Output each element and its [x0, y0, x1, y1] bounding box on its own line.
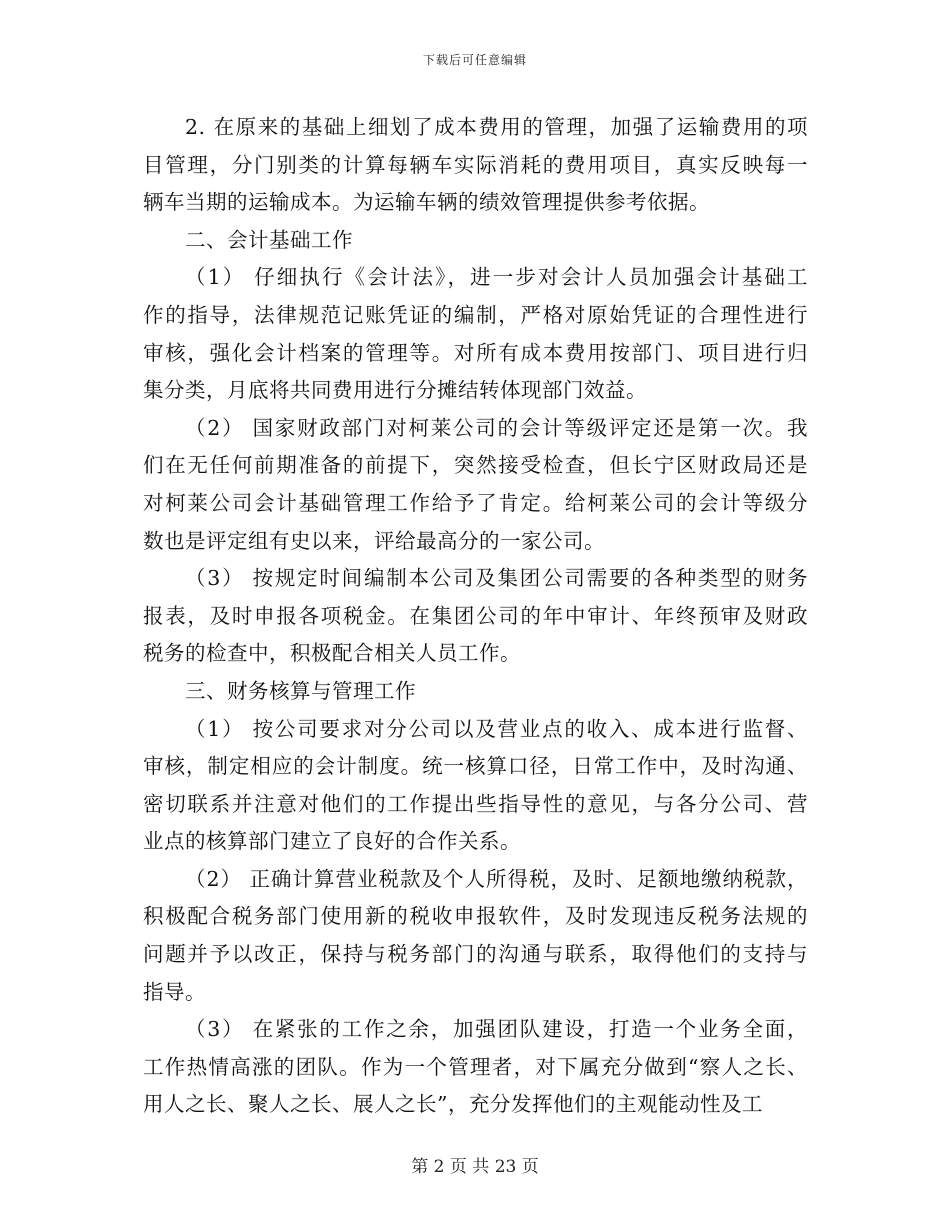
text-line: （1） 按公司要求对分公司以及营业点的收入、成本进行监督、 — [185, 716, 808, 741]
text-line: 业点的核算部门建立了良好的合作关系。 — [143, 829, 521, 854]
text-line: 审核，强化会计档案的管理等。对所有成本费用按部门、项目进行归 — [143, 340, 808, 365]
paragraph-team-building — [143, 1011, 808, 1124]
text-line: 密切联系并注意对他们的工作提出些指导性的意见，与各分公司、营 — [143, 791, 808, 816]
text-line: （3） 按规定时间编制本公司及集团公司需要的各种类型的财务 — [185, 566, 808, 591]
text-line: 问题并予以改正，保持与税务部门的沟通与联系，取得他们的支持与 — [143, 942, 808, 967]
text-line: 辆车当期的运输成本。为运输车辆的绩效管理提供参考依据。 — [143, 190, 710, 215]
document-body — [143, 109, 808, 1124]
text-line: 用人之长、聚人之长、展人之长”，充分发挥他们的主观能动性及工 — [143, 1092, 763, 1117]
section-heading-financial-accounting — [143, 673, 808, 711]
paragraph-cost-management — [143, 109, 808, 222]
text-line: 积极配合税务部门使用新的税收申报软件，及时发现违反税务法规的 — [143, 904, 808, 929]
paragraph-branch-supervision — [143, 711, 808, 861]
text-line: 审核，制定相应的会计制度。统一核算口径，日常工作中，及时沟通、 — [143, 754, 808, 779]
text-line: 2. 在原来的基础上细划了成本费用的管理，加强了运输费用的项 — [185, 115, 808, 139]
text-line: 指导。 — [143, 979, 206, 1004]
paragraph-financial-reports — [143, 560, 808, 673]
text-line: （2） 国家财政部门对柯莱公司的会计等级评定还是第一次。我 — [185, 415, 808, 440]
text-line: 二、会计基础工作 — [185, 227, 353, 252]
text-line: 作的指导，法律规范记账凭证的编制，严格对原始凭证的合理性进行 — [143, 302, 808, 327]
text-line: 报表，及时申报各项税金。在集团公司的年中审计、年终预审及财政 — [143, 603, 808, 628]
text-line: （1） 仔细执行《会计法》，进一步对会计人员加强会计基础工 — [185, 265, 808, 290]
text-line: 数也是评定组有史以来，评给最高分的一家公司。 — [143, 528, 605, 553]
text-line: （3） 在紧张的工作之余，加强团队建设，打造一个业务全面， — [185, 1017, 808, 1042]
page-header — [0, 52, 950, 68]
page-number: 第 2 页 共 23 页 — [411, 1157, 539, 1177]
text-line: 税务的检查中，积极配合相关人员工作。 — [143, 641, 521, 666]
text-line: 对柯莱公司会计基础管理工作给予了肯定。给柯莱公司的会计等级分 — [143, 490, 808, 515]
section-heading-accounting-basics — [143, 222, 808, 260]
paragraph-accounting-rating — [143, 410, 808, 560]
text-line: 三、财务核算与管理工作 — [185, 678, 416, 703]
paragraph-tax-payment — [143, 861, 808, 1011]
text-line: 工作热情高涨的团队。作为一个管理者，对下属充分做到“察人之长、 — [143, 1054, 808, 1079]
header-text: 下载后可任意编辑 — [422, 53, 527, 67]
text-line: 们在无任何前期准备的前提下，突然接受检查，但长宁区财政局还是 — [143, 453, 808, 478]
text-line: （2） 正确计算营业税款及个人所得税，及时、足额地缴纳税款， — [185, 866, 808, 891]
paragraph-accounting-law — [143, 259, 808, 409]
text-line: 集分类，月底将共同费用进行分摊结转体现部门效益。 — [143, 378, 647, 403]
text-line: 目管理，分门别类的计算每辆车实际消耗的费用项目，真实反映每一 — [143, 152, 808, 177]
page-footer — [0, 1155, 950, 1179]
